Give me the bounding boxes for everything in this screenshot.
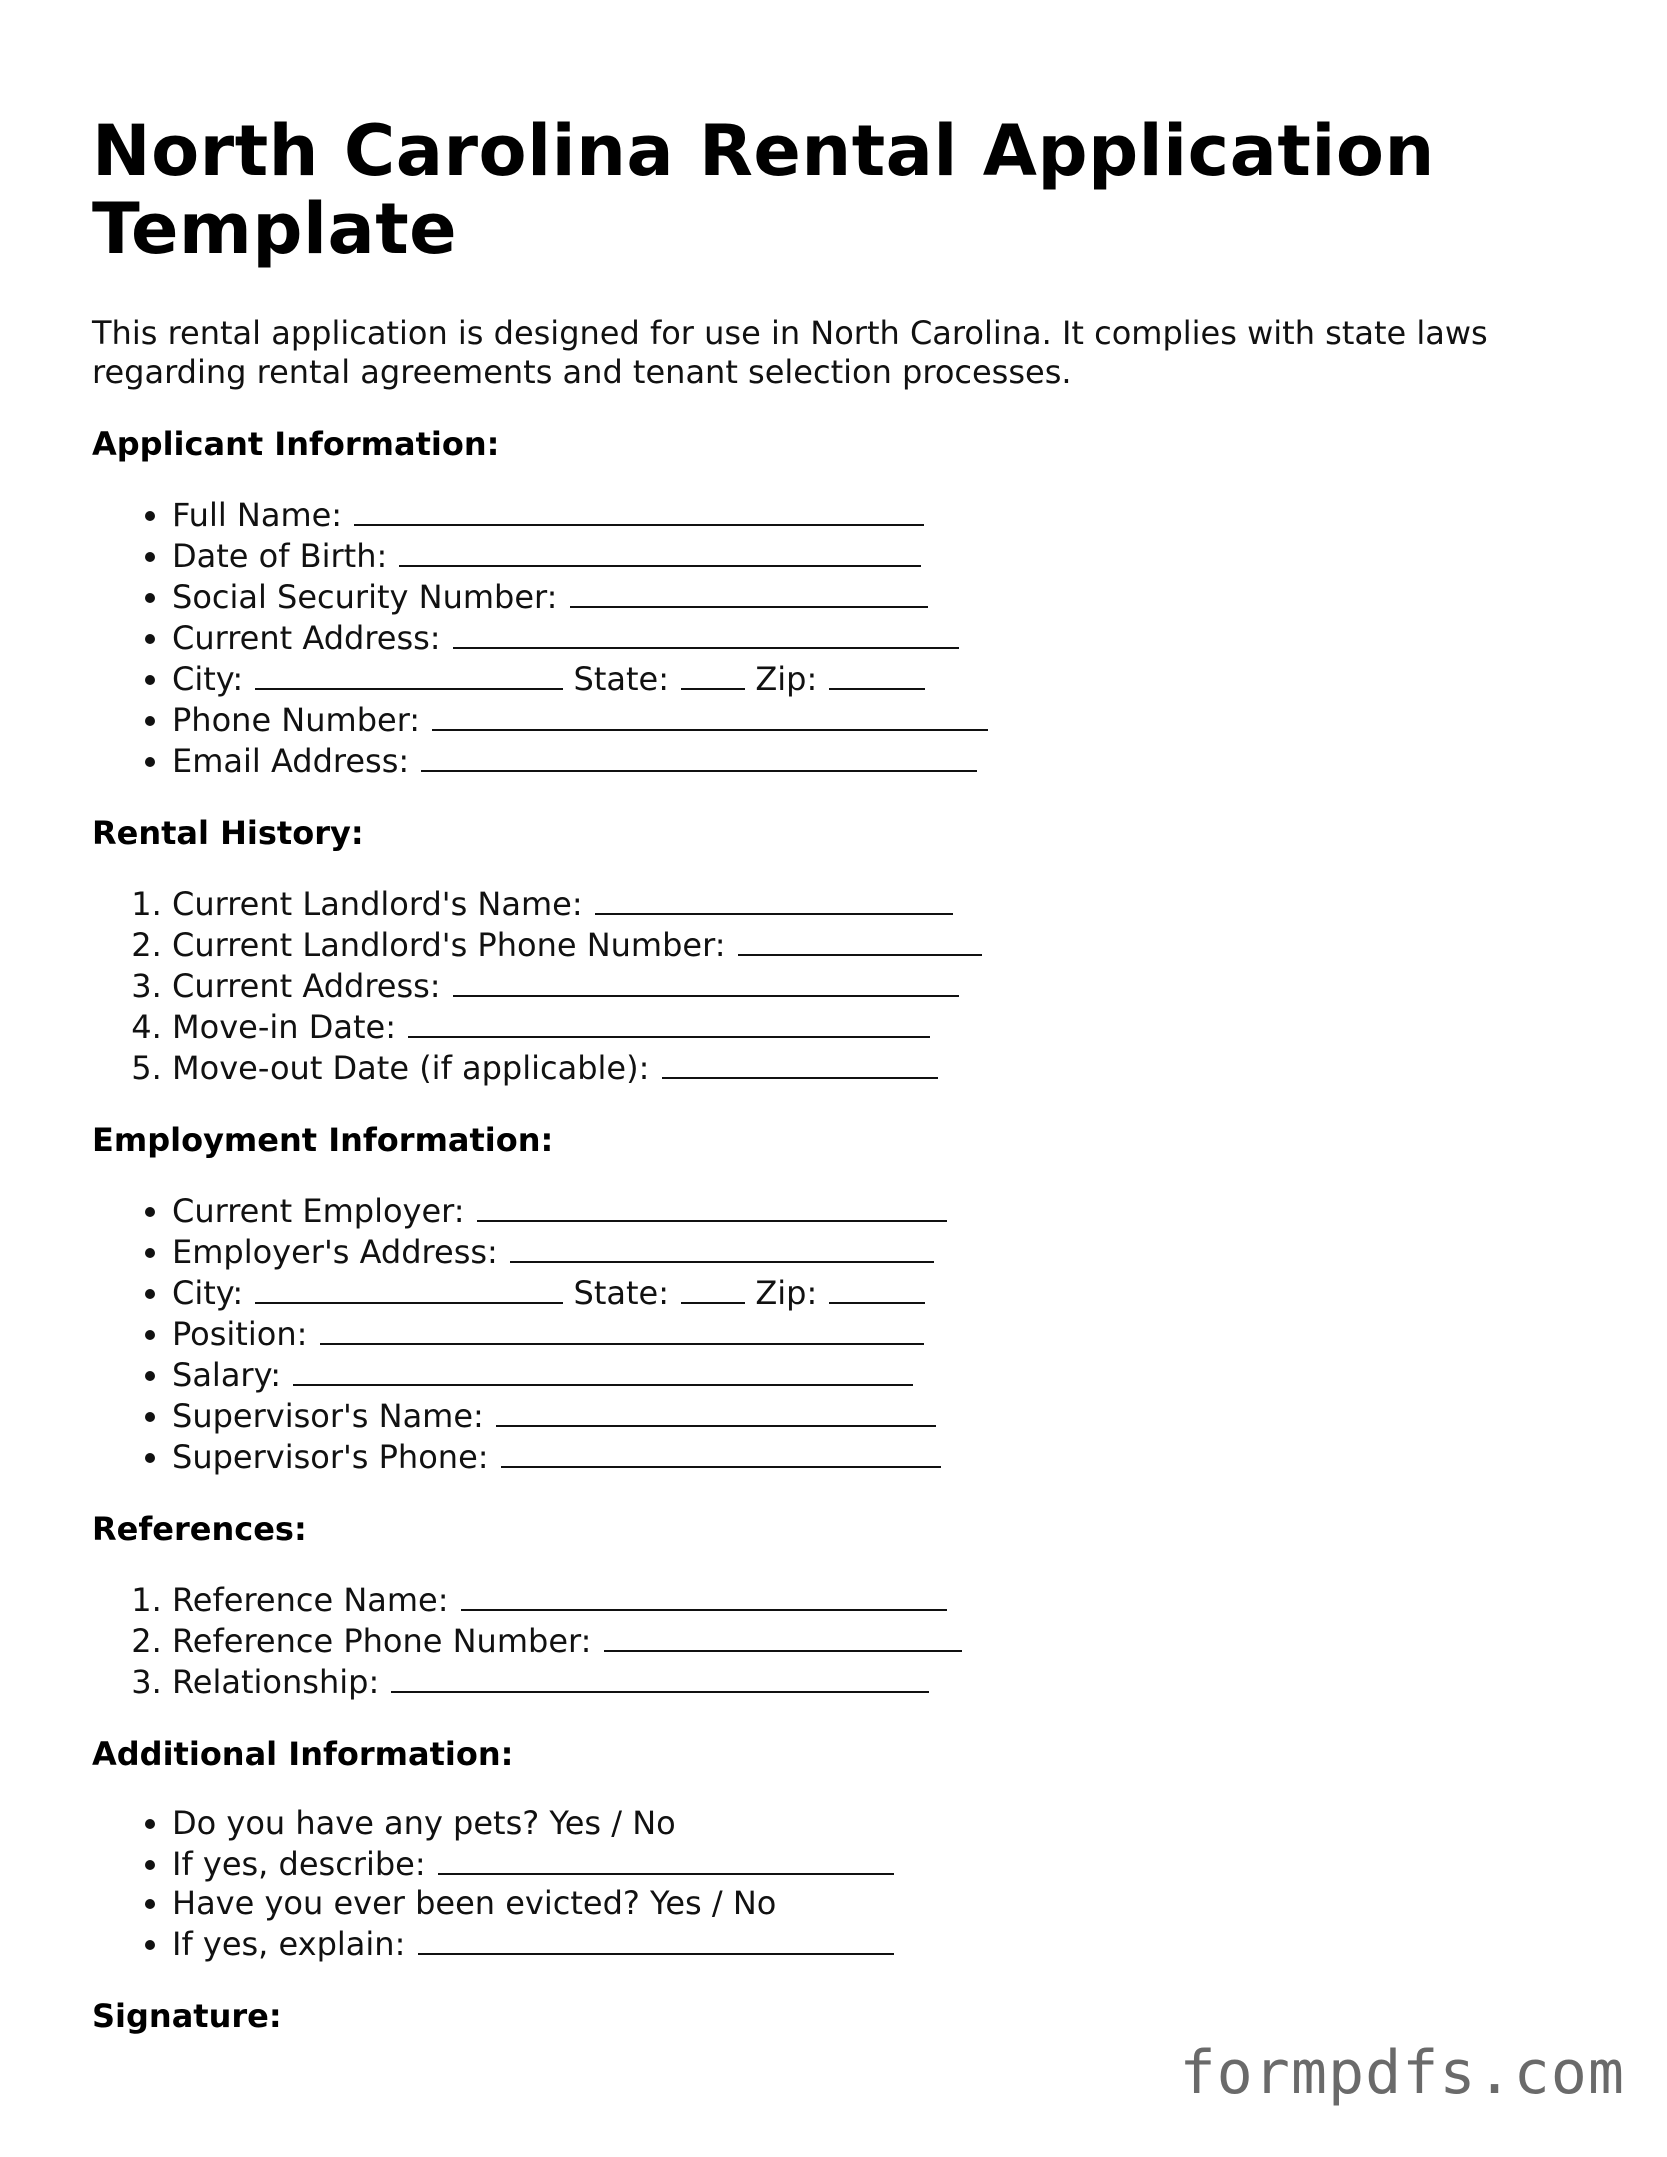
list-item: [172, 1620, 1572, 1661]
field-label: If yes, explain:: [172, 1925, 406, 1963]
section-heading-references: References:: [92, 1510, 307, 1548]
additional-list: [92, 1804, 1572, 1964]
employer-city-field[interactable]: [255, 1272, 563, 1304]
list-item: [172, 1006, 1572, 1047]
field-label: Current Address:: [172, 619, 441, 657]
pets-describe-field[interactable]: [438, 1843, 894, 1875]
city-field[interactable]: [255, 658, 563, 690]
field-label: Supervisor's Phone:: [172, 1438, 489, 1476]
employer-field[interactable]: [477, 1190, 947, 1222]
section-heading-rental-history: Rental History:: [92, 814, 364, 852]
list-item: [172, 1190, 1572, 1231]
field-label: Employer's Address:: [172, 1233, 498, 1271]
list-item: [172, 1395, 1572, 1436]
field-label: State:: [573, 1274, 669, 1312]
list-item: [172, 699, 1572, 740]
field-label: Supervisor's Name:: [172, 1397, 484, 1435]
list-item: [172, 924, 1572, 965]
list-item: [172, 494, 1572, 535]
date-of-birth-field[interactable]: [399, 535, 921, 567]
landlord-phone-field[interactable]: [738, 924, 982, 956]
list-item: [172, 965, 1572, 1006]
list-item: [172, 1313, 1572, 1354]
rental-current-address-field[interactable]: [453, 965, 959, 997]
section-heading-employment: Employment Information:: [92, 1121, 554, 1159]
field-label: Current Address:: [172, 967, 441, 1005]
move-in-date-field[interactable]: [408, 1006, 930, 1038]
list-item: [172, 658, 1572, 699]
applicant-list: [92, 494, 1572, 781]
field-label: Reference Phone Number:: [172, 1622, 592, 1660]
list-item: [172, 1354, 1572, 1395]
field-label: City:: [172, 660, 244, 698]
landlord-name-field[interactable]: [595, 883, 953, 915]
list-item: [172, 535, 1572, 576]
list-item: [172, 1661, 1572, 1702]
field-label: City:: [172, 1274, 244, 1312]
list-item: [172, 617, 1572, 658]
references-list: [92, 1579, 1572, 1702]
list-item: [172, 1231, 1572, 1272]
evicted-explain-field[interactable]: [418, 1923, 894, 1955]
full-name-field[interactable]: [354, 494, 924, 526]
list-item: [172, 740, 1572, 781]
section-heading-additional: Additional Information:: [92, 1735, 514, 1773]
supervisor-name-field[interactable]: [496, 1395, 936, 1427]
list-item: [172, 1272, 1572, 1313]
phone-field[interactable]: [432, 699, 988, 731]
list-item: [172, 1843, 1572, 1884]
email-field[interactable]: [421, 740, 977, 772]
field-label: Move-out Date (if applicable):: [172, 1049, 650, 1087]
field-label: Current Landlord's Phone Number:: [172, 926, 726, 964]
move-out-date-field[interactable]: [662, 1047, 938, 1079]
rental-history-list: [92, 883, 1572, 1088]
list-item: [172, 883, 1572, 924]
section-heading-signature: Signature:: [92, 1997, 282, 2035]
field-label: Social Security Number:: [172, 578, 558, 616]
field-label: Current Landlord's Name:: [172, 885, 583, 923]
list-item: [172, 1436, 1572, 1477]
watermark: formpdfs.com: [1179, 2038, 1625, 2108]
ssn-field[interactable]: [570, 576, 928, 608]
page-title: North Carolina Rental Application Template: [92, 110, 1435, 270]
zip-field[interactable]: [829, 658, 925, 690]
field-label: Current Employer:: [172, 1192, 465, 1230]
field-label: State:: [573, 660, 669, 698]
field-label: Full Name:: [172, 496, 343, 534]
field-label: Move-in Date:: [172, 1008, 396, 1046]
field-label: Reference Name:: [172, 1581, 449, 1619]
section-heading-applicant: Applicant Information:: [92, 425, 500, 463]
field-label: Relationship:: [172, 1663, 380, 1701]
reference-name-field[interactable]: [461, 1579, 947, 1611]
employer-state-field[interactable]: [681, 1272, 745, 1304]
field-label: Phone Number:: [172, 701, 421, 739]
salary-field[interactable]: [293, 1354, 913, 1386]
relationship-field[interactable]: [391, 1661, 929, 1693]
pets-question: Do you have any pets? Yes / No: [172, 1804, 676, 1842]
employer-address-field[interactable]: [510, 1231, 934, 1263]
field-label: Zip:: [755, 660, 818, 698]
current-address-field[interactable]: [453, 617, 959, 649]
list-item: [172, 1884, 1572, 1923]
field-label: Salary:: [172, 1356, 281, 1394]
list-item: [172, 1047, 1572, 1088]
field-label: Date of Birth:: [172, 537, 388, 575]
supervisor-phone-field[interactable]: [501, 1436, 941, 1468]
intro-paragraph: This rental application is designed for use in North Carolina. It complies with state laws regarding rental agreements and tenant selection processes.: [92, 314, 1488, 391]
position-field[interactable]: [320, 1313, 924, 1345]
field-label: Zip:: [755, 1274, 818, 1312]
field-label: If yes, describe:: [172, 1845, 426, 1883]
state-field[interactable]: [681, 658, 745, 690]
field-label: Email Address:: [172, 742, 410, 780]
document-page: [92, 112, 1572, 2036]
reference-phone-field[interactable]: [604, 1620, 962, 1652]
field-label: Position:: [172, 1315, 308, 1353]
employer-zip-field[interactable]: [829, 1272, 925, 1304]
employment-list: [92, 1190, 1572, 1477]
list-item: [172, 576, 1572, 617]
list-item: [172, 1804, 1572, 1843]
list-item: [172, 1579, 1572, 1620]
list-item: [172, 1923, 1572, 1964]
evicted-question: Have you ever been evicted? Yes / No: [172, 1884, 777, 1922]
